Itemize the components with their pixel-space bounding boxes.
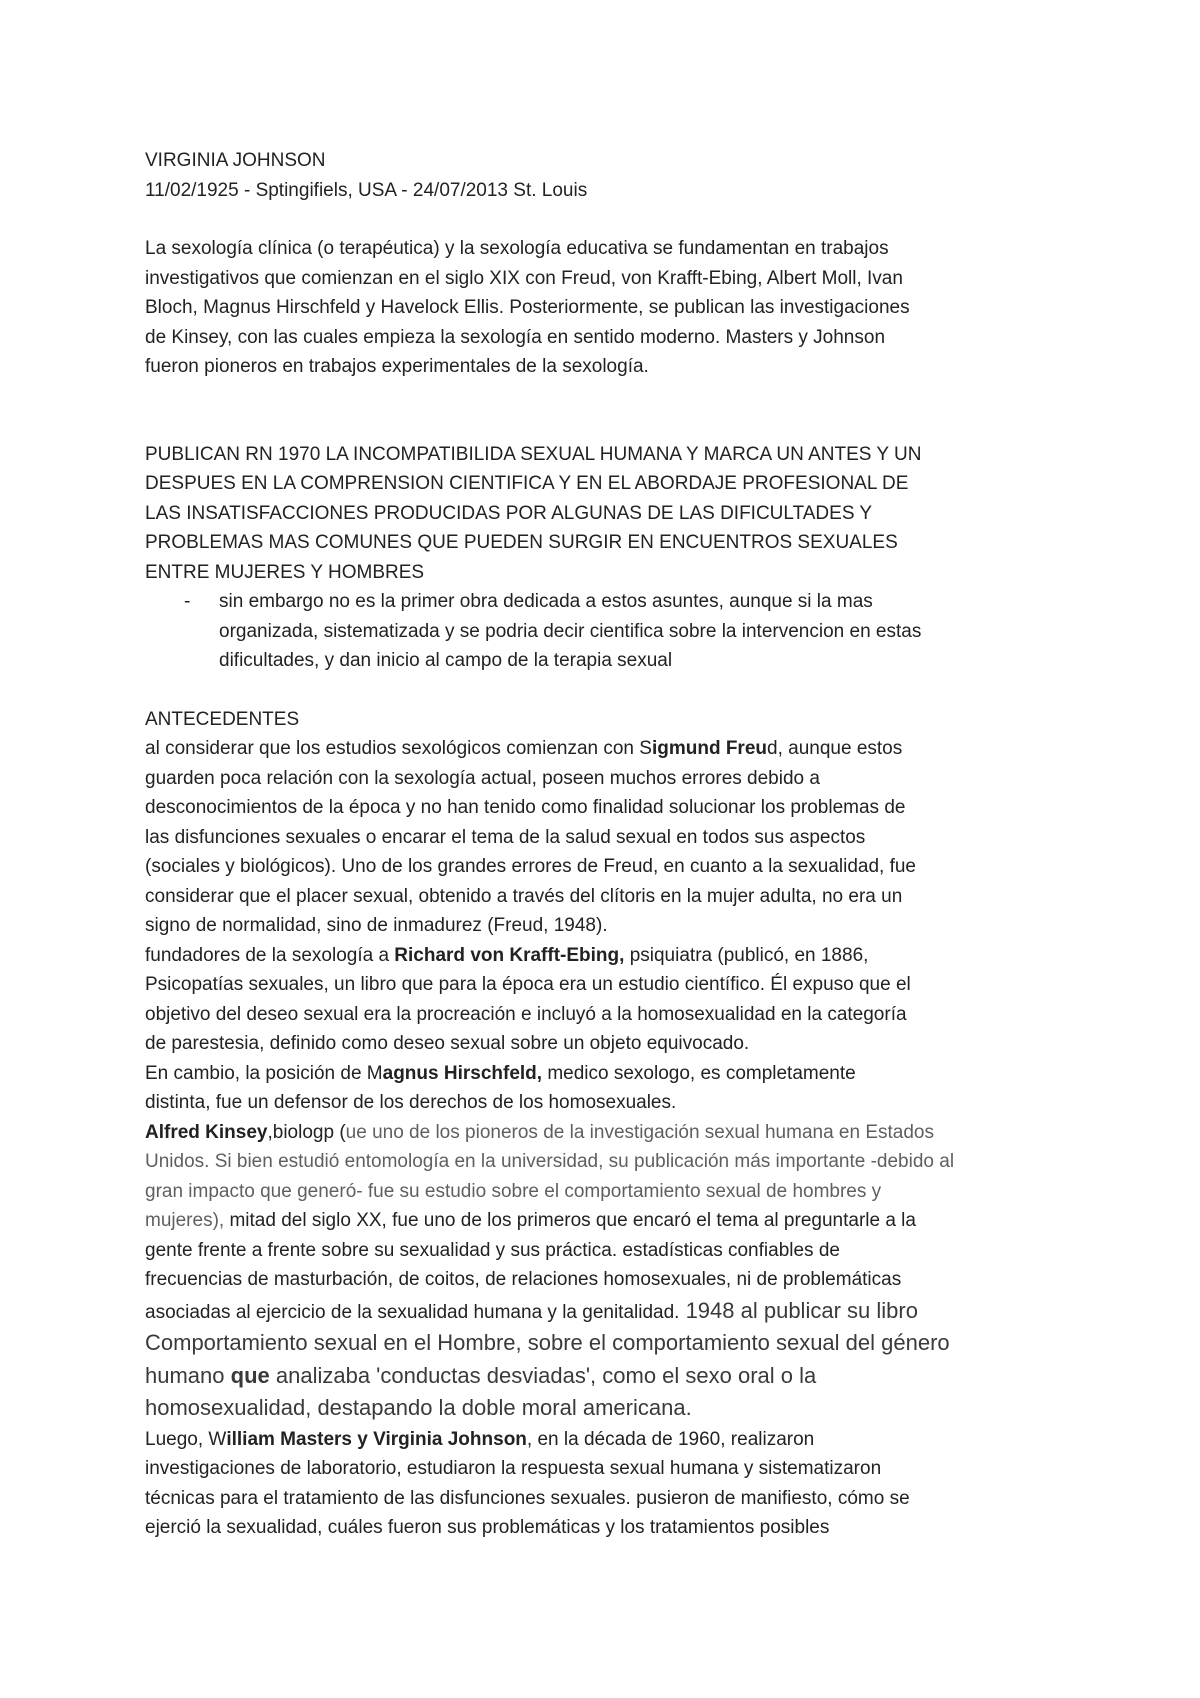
text-run: fundadores de la sexología a [145, 944, 395, 966]
bullet-line: organizada, sistematizada y se podria decir cientifica sobre la intervencion en estas [219, 620, 922, 642]
text-run: medico sexologo, es completamente [542, 1062, 856, 1084]
caps-line: PUBLICAN RN 1970 LA INCOMPATIBILIDA SEXUAL HUMANA Y MARCA UN ANTES Y UN [145, 443, 922, 465]
hirschfeld-paragraph [145, 1059, 1075, 1118]
freud-paragraph [145, 734, 1075, 941]
freud-line: las disfunciones sexuales o encarar el tema de la salud sexual en todos sus aspectos [145, 826, 866, 848]
kinsey-line: Comportamiento sexual en el Hombre, sobre el comportamiento sexual del género [145, 1330, 950, 1355]
kinsey-paragraph [145, 1118, 1075, 1425]
bullet-dash: - [184, 591, 191, 612]
intro-paragraph [145, 234, 1075, 382]
freud-line: guarden poca relación con la sexología actual, poseen muchos errores debido a [145, 767, 820, 789]
kinsey-line [145, 1118, 1075, 1148]
bold-run: igmund Freu [651, 738, 768, 759]
section-heading: ANTECEDENTES [145, 708, 300, 730]
kinsey-line [145, 1360, 1075, 1393]
krafft-line: Psicopatías sexuales, un libro que para la época era un estudio científico. Él expuso que el [145, 974, 911, 995]
freud-line: desconocimientos de la época y no han tenido como finalidad solucionar los problemas de [145, 797, 906, 818]
masters-line [145, 1425, 1075, 1455]
krafft-line: de parestesia, definido como deseo sexual sobre un objeto equivocado. [145, 1033, 750, 1054]
kinsey-line: homosexualidad, destapando la doble moral americana. [145, 1395, 692, 1420]
grey-run: ue uno de los pioneros de la investigación sexual humana en Estados [345, 1121, 934, 1143]
text-run: analizaba 'conductas desviadas', como el sexo oral o la [269, 1362, 817, 1388]
masters-paragraph [145, 1425, 1075, 1543]
masters-line: ejerció la sexualidad, cuáles fueron sus problemáticas y los tratamientos posibles [145, 1517, 830, 1538]
kinsey-line: gente frente a frente sobre su sexualidad y sus práctica. estadísticas confiables de [145, 1239, 840, 1261]
caps-line: LAS INSATISFACCIONES PRODUCIDAS POR ALGUNAS DE LAS DIFICULTADES Y [145, 502, 873, 524]
text-run: mitad del siglo XX, fue uno de los primeros que encaró el tema al preguntarle a la [224, 1210, 916, 1231]
document-title: VIRGINIA JOHNSON [145, 150, 326, 171]
bullet-line: dificultades, y dan inicio al campo de la terapia sexual [219, 650, 673, 671]
bullet-line: sin embargo no es la primer obra dedicada a estos asuntes, aunque si la mas [219, 591, 873, 612]
intro-line: de Kinsey, con las cuales empieza la sexología en sentido moderno. Masters y Johnson [145, 326, 886, 348]
document-page [145, 146, 1075, 1543]
kinsey-line [145, 1295, 1075, 1328]
text-run: humano [145, 1362, 231, 1388]
caps-paragraph [145, 440, 1075, 588]
bold-run: agnus Hirschfeld, [382, 1062, 543, 1084]
text-run: En cambio, la posición de M [145, 1062, 383, 1084]
intro-line: fueron pioneros en trabajos experimentales de la sexología. [145, 356, 649, 377]
bold-run: Richard von Krafft-Ebing, [394, 944, 625, 966]
intro-line: La sexología clínica (o terapéutica) y la sexología educativa se fundamentan en trabajos [145, 238, 889, 259]
masters-line: técnicas para el tratamiento de las disfunciones sexuales. pusieron de manifiesto, cómo se [145, 1487, 910, 1509]
hirschfeld-line: distinta, fue un defensor de los derechos de los homosexuales. [145, 1092, 677, 1113]
text-run: psiquiatra (publicó, en 1886, [624, 944, 869, 966]
kinsey-line [145, 1206, 1075, 1236]
large-run: 1948 al publicar su libro [679, 1297, 918, 1323]
text-run: al considerar que los estudios sexológicos comienzan con S [145, 738, 652, 759]
bold-run: illiam Masters y Virginia Johnson [226, 1428, 527, 1450]
bold-run: que [230, 1362, 270, 1388]
bold-run: Alfred Kinsey [145, 1121, 268, 1143]
freud-line [145, 734, 1075, 764]
kinsey-line: frecuencias de masturbación, de coitos, de relaciones homosexuales, ni de problemáticas [145, 1269, 902, 1290]
hirschfeld-line [145, 1059, 1075, 1089]
freud-line: considerar que el placer sexual, obtenido a través del clítoris en la mujer adulta, no era un [145, 885, 903, 907]
birth-death-dates: 11/02/1925 - Sptingifiels, USA - 24/07/2013 St. Louis [145, 179, 588, 201]
grey-run: mujeres), [145, 1210, 225, 1231]
caps-line: PROBLEMAS MAS COMUNES QUE PUEDEN SURGIR EN ENCUENTROS SEXUALES [145, 532, 898, 553]
intro-line: investigativos que comienzan en el siglo XIX con Freud, von Krafft-Ebing, Albert Moll, Ivan [145, 267, 903, 289]
kinsey-line: Unidos. Si bien estudió entomología en la universidad, su publicación más importante -debido al [145, 1151, 955, 1172]
masters-line: investigaciones de laboratorio, estudiaron la respuesta sexual humana y sistematizaron [145, 1458, 882, 1479]
kinsey-line: gran impacto que generó- fue su estudio sobre el comportamiento sexual de hombres y [145, 1180, 882, 1202]
freud-line: signo de normalidad, sino de inmadurez (Freud, 1948). [145, 915, 608, 936]
bullet-item [145, 587, 1075, 676]
text-run: Luego, W [145, 1428, 227, 1450]
krafft-line: objetivo del deseo sexual era la procreación e incluyó a la homosexualidad en la categoría [145, 1003, 907, 1025]
text-run: asociadas al ejercicio de la sexualidad humana y la genitalidad. [145, 1301, 680, 1323]
krafft-line [145, 941, 1075, 971]
caps-line: ENTRE MUJERES Y HOMBRES [145, 561, 425, 583]
intro-line: Bloch, Magnus Hirschfeld y Havelock Ellis. Posteriormente, se publican las investigaciones [145, 297, 910, 318]
caps-line: DESPUES EN LA COMPRENSION CIENTIFICA Y EN EL ABORDAJE PROFESIONAL DE [145, 473, 909, 494]
text-run: d, aunque estos [767, 738, 903, 759]
freud-line: (sociales y biológicos). Uno de los grandes errores de Freud, en cuanto a la sexualidad, fue [145, 856, 916, 877]
text-run: ,biologp ( [267, 1121, 346, 1143]
text-run: , en la década de 1960, realizaron [526, 1428, 815, 1450]
krafft-paragraph [145, 941, 1075, 1059]
